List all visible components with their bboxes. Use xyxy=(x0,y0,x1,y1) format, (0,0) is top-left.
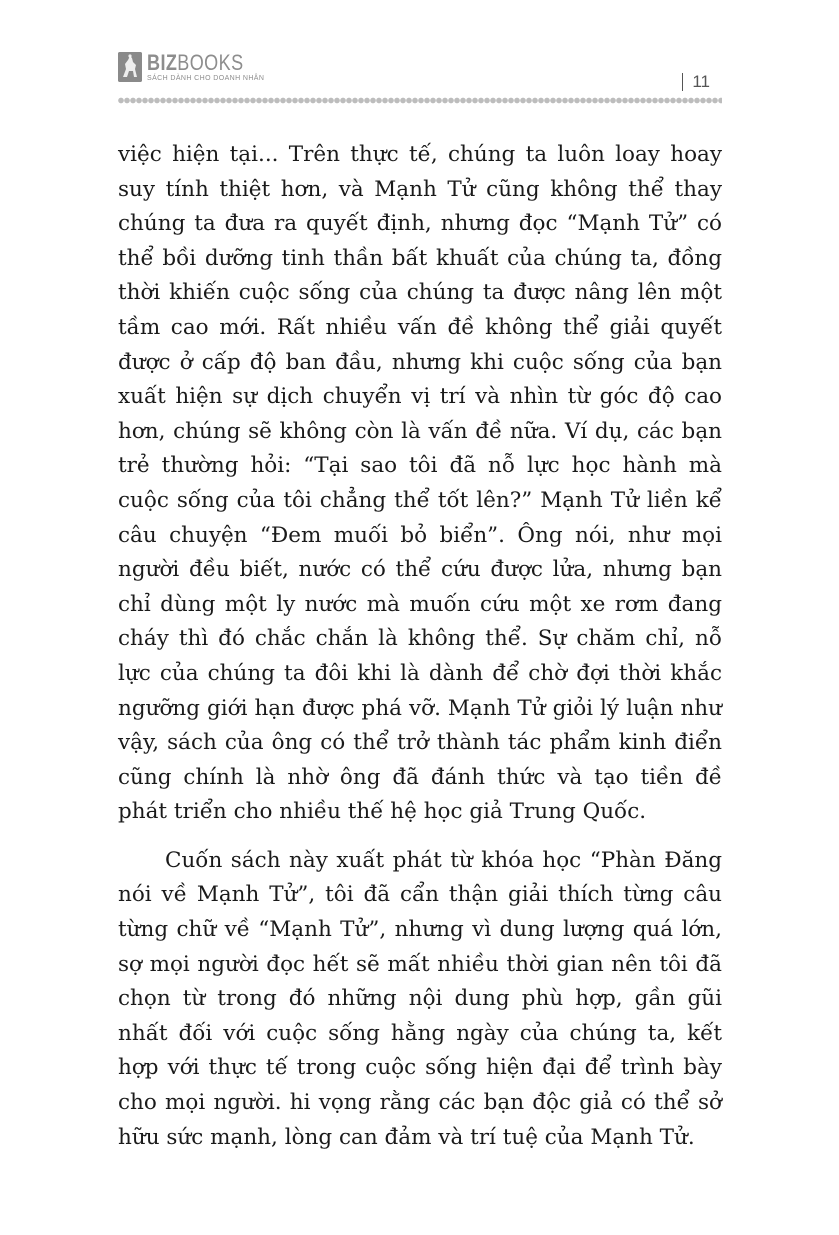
horse-rider-icon xyxy=(118,52,142,82)
page-number-divider xyxy=(682,73,683,91)
paragraph: Cuốn sách này xuất phát từ khóa học “Phàn Đăng nói về Mạnh Tử”, tôi đã cẩn thận giải thích từng câu từng chữ về “Mạnh Tử”, nhưng vì dung lượng quá lớn, sợ mọi người đọc hết sẽ mất nhiều thời gian nên tôi đã chọn từ trong đó những nội dung phù hợp, gần gũi nhất đối với cuộc sống hằng ngày của chúng ta, kết hợp với thực tế trong cuộc sống hiện đại để trình bày cho mọi người. hi vọng rằng các bạn độc giả có thể sở hữu sức mạnh, lòng can đảm và trí tuệ của Mạnh Tử. xyxy=(118,847,722,1150)
paragraph: việc hiện tại... Trên thực tế, chúng ta luôn loay hoay suy tính thiệt hơn, và Mạnh Tử cũng không thể thay chúng ta đưa ra quyết định, nhưng đọc “Mạnh Tử” có thể bồi dưỡng tinh thần bất khuất của chúng ta, đồng thời khiến cuộc sống của chúng ta được nâng lên một tầm cao mới. Rất nhiều vấn đề không thể giải quyết được ở cấp độ ban đầu, nhưng khi cuộc sống của bạn xuất hiện sự dịch chuyển vị trí và nhìn từ góc độ cao hơn, chúng sẽ không còn là vấn đề nữa. Ví dụ, các bạn trẻ thường hỏi: “Tại sao tôi đã nỗ lực học hành mà cuộc sống của tôi chẳng thể tốt lên?” Mạnh Tử liền kể câu chuyện “Đem muối bỏ biển”. Ông nói, như mọi người đều biết, nước có thể cứu được lửa, nhưng bạn chỉ dùng một ly nước mà muốn cứu một xe rơm đang cháy thì đó chắc chắn là không thể. Sự chăm chỉ, nỗ lực của chúng ta đôi khi là dành để chờ đợi thời khắc ngưỡng giới hạn được phá vỡ. Mạnh Tử giỏi lý luận như vậy, sách của ông có thể trở thành tác phẩm kinh điển cũng chính là nhờ ông đã đánh thức và tạo tiền đề phát triển cho nhiều thế hệ học giả Trung Quốc. xyxy=(118,142,722,825)
bizbooks-logo xyxy=(118,52,265,82)
body-text xyxy=(118,138,722,1155)
page-number xyxy=(682,72,710,92)
brand-tagline: SÁCH DÀNH CHO DOANH NHÂN xyxy=(147,75,265,82)
page-number-value: 11 xyxy=(692,72,710,91)
page-header xyxy=(118,52,722,106)
dotted-divider xyxy=(118,96,722,105)
brand-name: BIZBOOKS xyxy=(147,50,244,75)
